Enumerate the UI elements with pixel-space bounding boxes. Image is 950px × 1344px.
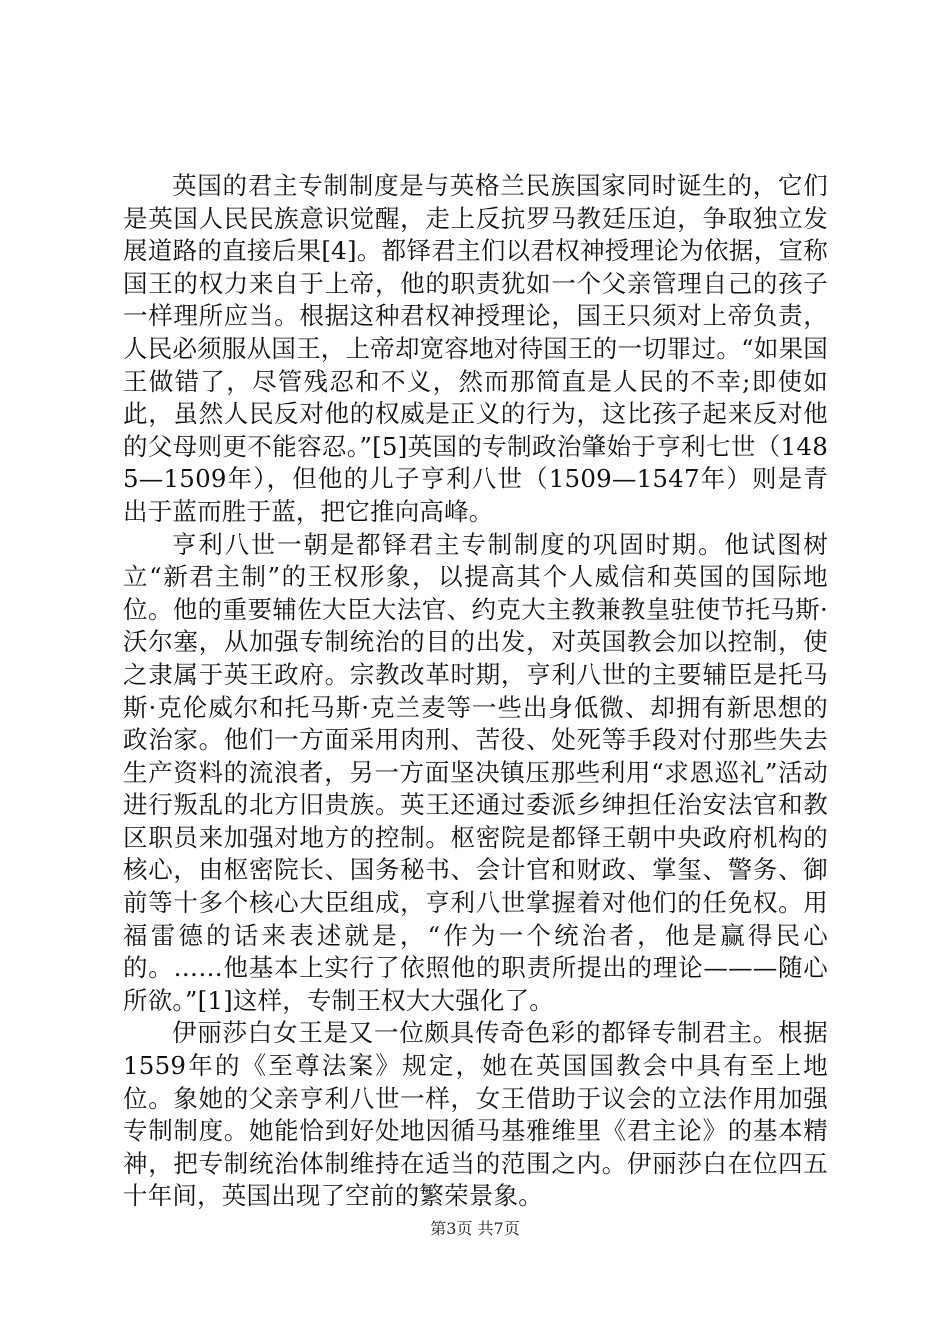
paragraph-henry-viii-reign: 亨利八世一朝是都铎君主专制制度的巩固时期。他试图树立“新君主制”的王权形象，以提高其个人威信和英国的国际地位。他的重要辅佐大臣大法官、约克大主教兼教皇驻使节托马斯·沃尔塞，从加强专制统治的目的出发，对英国教会加以控制，使之隶属于英王政府。宗教改革时期，亨利八世的主要辅臣是托马斯·克伦威尔和托马斯·克兰麦等一些出身低微、却拥有新思想的政治家。他们一方面采用肉刑、苦役、处死等手段对付那些失去生产资料的流浪者，另一方面坚决镇压那些利用“求恩巡礼”活动进行叛乱的北方旧贵族。英王还通过委派乡绅担任治安法官和教区职员来加强对地方的控制。枢密院是都铎王朝中央政府机构的核心，由枢密院长、国务秘书、会计官和财政、掌玺、警务、御前等十多个核心大臣组成，亨利八世掌握着对他们的任免权。用福雷德的话来表述就是，“作为一个统治者，他是赢得民心的。……他基本上实行了依照他的职责所提出的理论———随心所欲。”[1]这样，专制王权大大强化了。 [123,529,828,1015]
page-number-footer: 第3页 共7页 [430,1219,520,1238]
paragraph-elizabeth-reign: 伊丽莎白女王是又一位颇具传奇色彩的都铎专制君主。根据1559年的《至尊法案》规定，她在英国国教会中具有至上地位。象她的父亲亨利八世一样，女王借助于议会的立法作用加强专制制度。她能恰到好处地因循马基雅维里《君主论》的基本精神，把专制统治体制维持在适当的范围之内。伊丽莎白在位四五十年间，英国出现了空前的繁荣景象。 [123,1018,828,1211]
paragraph-absolute-monarchy-origins: 英国的君主专制制度是与英格兰民族国家同时诞生的，它们是英国人民民族意识觉醒，走上反抗罗马教廷压迫，争取独立发展道路的直接后果[4]。都铎君主们以君权神授理论为依据，宣称国王的权力来自于上帝，他的职责犹如一个父亲管理自己的孩子一样理所应当。根据这种君权神授理论，国王只须对上帝负责，人民必须服从国王，上帝却宽容地对待国王的一切罪过。“如果国王做错了，尽管残忍和不义，然而那简直是人民的不幸;即使如此，虽然人民反对他的权威是正义的行为，这比孩子起来反对他的父母则更不能容忍。”[5]英国的专制政治肇始于亨利七世（1485—1509年），但他的儿子亨利八世（1509—1547年）则是青出于蓝而胜于蓝，把它推向高峰。 [123,171,828,526]
body-text [123,170,828,1213]
